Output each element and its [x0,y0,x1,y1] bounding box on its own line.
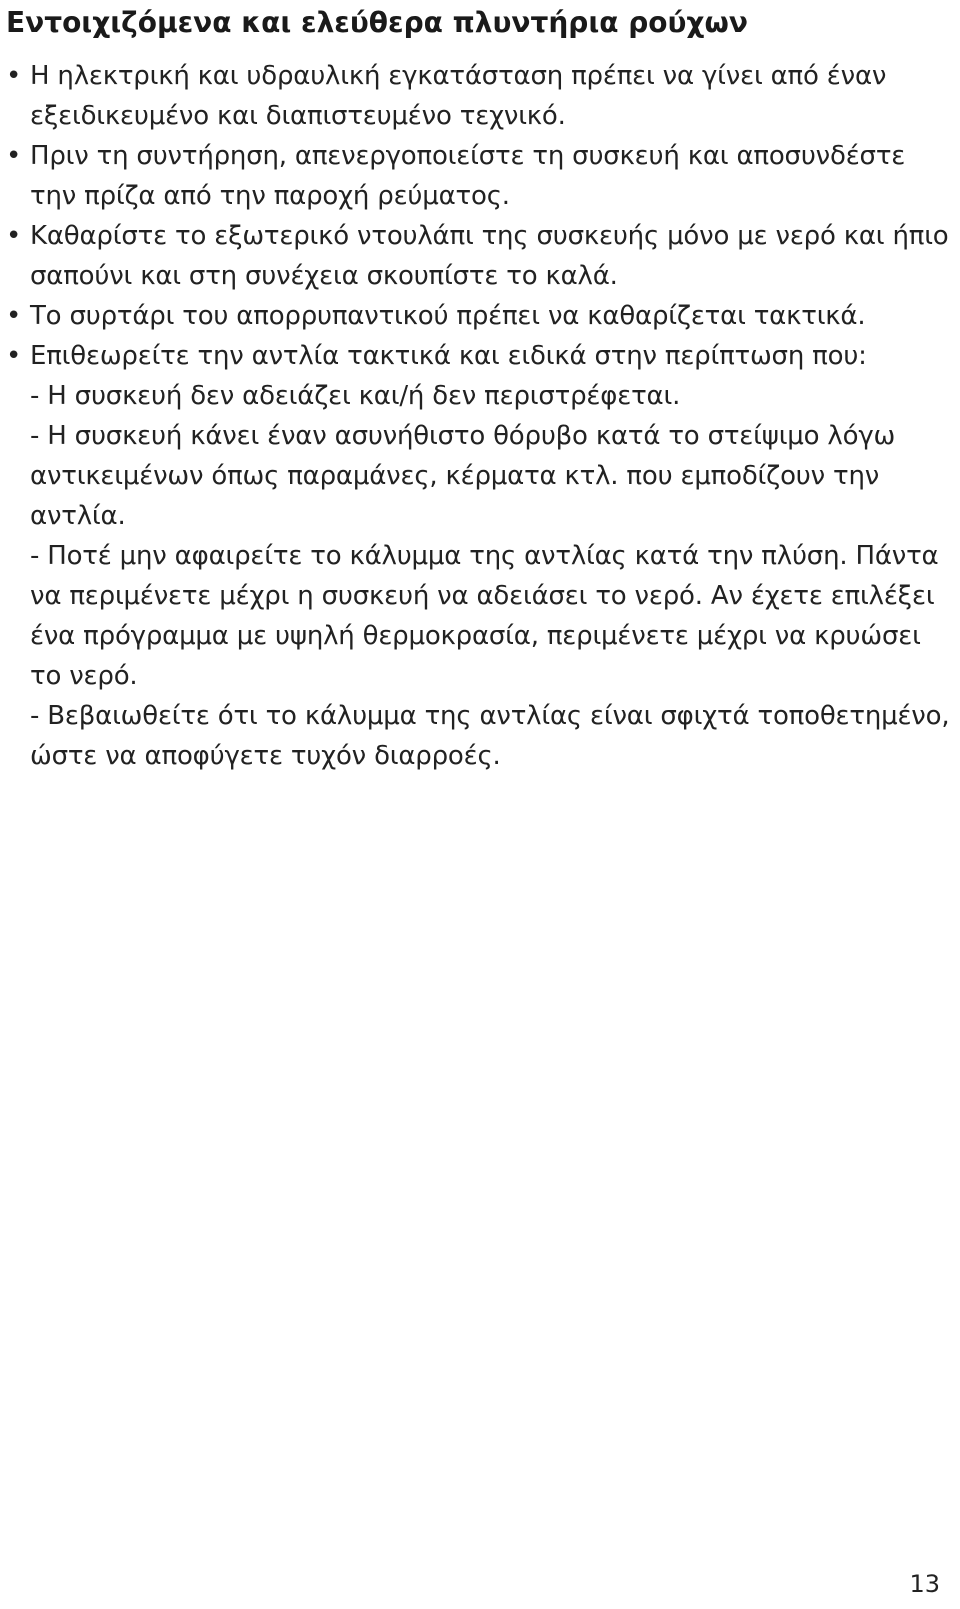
bullet-item-detergent-drawer [6,296,952,336]
sub-item-unusual-noise: - Η συσκευή κάνει έναν ασυνήθιστο θόρυβο κατά το στείψιμο λόγω αντικειμένων όπως παραμάνες, κέρματα κτλ. που εμποδίζουν την αντλία. [30,421,896,531]
bullet-item-power-off [6,136,952,216]
pump-inspection-cases [6,376,952,776]
maintenance-instructions [6,56,952,776]
bullet-icon: • [6,221,22,251]
bullet-text: Πριν τη συντήρηση, απενεργοποιείστε τη συσκευή και αποσυνδέστε την πρίζα από την παροχή ρεύματος. [30,141,906,211]
bullet-item-cabinet-cleaning [6,216,952,296]
bullet-item-installation [6,56,952,136]
bullet-text: Καθαρίστε το εξωτερικό ντουλάπι της συσκευής μόνο με νερό και ήπιο σαπούνι και στη συνέχεια σκουπίστε το καλά. [30,221,949,291]
page-number: 13 [909,1570,940,1598]
section-title: Εντοιχιζόμενα και ελεύθερα πλυντήρια ρούχων [6,6,748,39]
bullet-item-pump-inspection [6,336,952,376]
bullet-text: Το συρτάρι του απορρυπαντικού πρέπει να καθαρίζεται τακτικά. [30,301,866,331]
bullet-icon: • [6,61,22,91]
bullet-text: Η ηλεκτρική και υδραυλική εγκατάσταση πρέπει να γίνει από έναν εξειδικευμένο και διαπιστευμένο τεχνικό. [30,61,887,131]
sub-item-no-drain: - Η συσκευή δεν αδειάζει και/ή δεν περιστρέφεται. [30,381,681,411]
bullet-icon: • [6,141,22,171]
bullet-text: Επιθεωρείτε την αντλία τακτικά και ειδικά στην περίπτωση που: [30,341,867,371]
sub-item-pump-cover-warning: - Ποτέ μην αφαιρείτε το κάλυμμα της αντλίας κατά την πλύση. Πάντα να περιμένετε μέχρι η συσκευή να αδειάσει το νερό. Αν έχετε επιλέξει ένα πρόγραμμα με υψηλή θερμοκρασία, περιμένετε μέχρι να κρυώσει το νερό. [30,541,939,691]
bullet-icon: • [6,301,22,331]
sub-item-cover-tight: - Βεβαιωθείτε ότι το κάλυμμα της αντλίας είναι σφιχτά τοποθετημένο, ώστε να αποφύγετε τυχόν διαρροές. [30,701,950,771]
bullet-icon: • [6,341,22,371]
